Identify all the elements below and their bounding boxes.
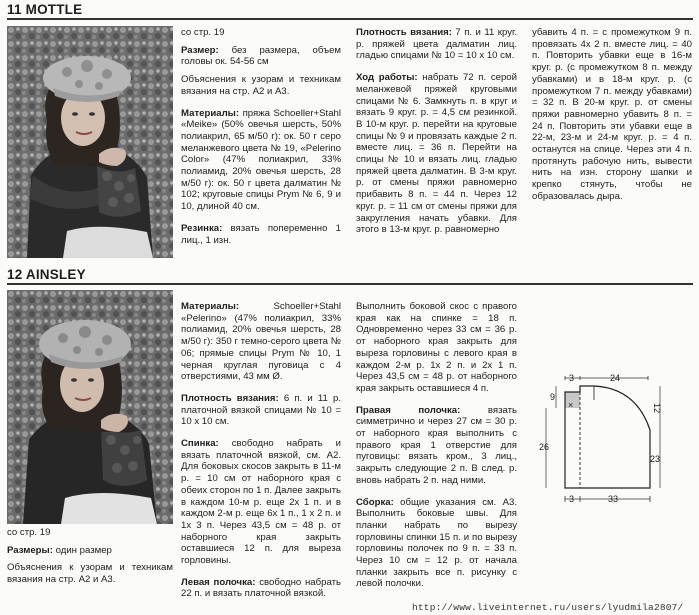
materials-paragraph: Материалы: пряжа Schoeller+Stahl «Meike» (50% овечья шерсть, 50% полиакрил, 65 м/50 г): ок. 50 г серо меланжевого цвета № 19, «Pelerino Color» (47% полиакрил, 33% полиамид, 20% овечья шерсть, 28 м/50 г): ок. 50 г цвета далматин № 102; круговые спицы Prym № 6, 9 и 10, длиной 40 см.: [181, 107, 341, 213]
explanation-paragraph: Объяснения к узорам и техникам вязания на стр. А2 и А3.: [7, 562, 173, 586]
dim-bottom-left: 3: [569, 494, 575, 504]
left-front-paragraph: Левая полочка: свободно набрать 22 п. и вязать платочной вязкой.: [181, 576, 341, 600]
dim-bottom-right: 33: [608, 494, 619, 504]
size-paragraph: Размеры: один размер: [7, 544, 112, 556]
section-title-11: 11 MOTTLE: [7, 2, 83, 17]
dim-top-left: 3: [569, 373, 575, 383]
dim-left-inner: 9: [550, 392, 556, 402]
dim-left-outer: 26: [539, 442, 550, 452]
mottle-column-1: [181, 27, 341, 252]
work-paragraph: Ход работы: набрать 72 п. серой меланжевой пряжей круговыми спицами № 6. Замкнуть п. в круг и вязать 9 круг. р. = 4,5 см резинкой. В 10-м круг. р. перейти на круговые спицы № 9 и провязать каждые 2 п. вместе лиц. = 36 п. Перейти на спицы № 10 и вязать лиц. гладью пряжей цвета далматин. В 3-м круг. р. от смены пряжи равномерно прибавить 8 п. = 44 п. Через 12 круг. р. = 11 см от смены пряжи для закругления начать убавки. Для этого в 13-м круг. р. равномерно: [356, 72, 517, 236]
materials-paragraph: Материалы: Schoeller+Stahl «Pelerino» (47% полиакрил, 33% полиамид, 20% овечья шерсть, 28 м/50 г): 350 г темно-серого цвета № 06; прямые спицы Prym № 10, 1 черная круглая пуговица с 4 отверстиями, 43 мм Ø.: [181, 301, 341, 383]
decrease-paragraph: убавить 4 п. = с промежутком 9 п. провязать 4х 2 п. вместе лиц. = 40 п. Повторить убавки еще в 16-м круг. р. (с промежутком 8 п. между убавками) и в 18-м круг. р. (с промежутком 7 п. между убавками) = 32 п. В 20-м круг. р. от смены пряжи равномерно убавить 8 п. = 24 п. Повторить эти убавки еще в 22-м, 23-м и 24-м круг. р. = 4 п. останутся на спице. Через эти 4 п. протянуть рабочую нить, вывести нить на изн. сторону шапки и крепко стянуть, чтобы не образовалась дыра.: [532, 27, 692, 202]
dim-right-bottom: 23: [650, 454, 661, 464]
ainsley-column-2: [356, 301, 517, 596]
dim-top-right: 24: [610, 373, 621, 383]
page-reference: со стр. 19: [7, 527, 51, 538]
photo-model-ainsley-beret: [7, 290, 173, 524]
back-paragraph: Спинка: свободно набрать и вязать платочной вязкой, см. А2. Для боковых скосов закрыть в 11-м р. = 10 см от наборного края с обеих сторон по 1 п. Далее закрыть в каждом 10-м р. еще 2х 1 п. и в каждом 2-м р. еще 6х 1 п., 1 х 2 п. и 1х 3 п. Через 43,5 см = 48 р. от наборного края закрыть оставшиеся 12 п. для выреза горловины.: [181, 438, 341, 567]
density-paragraph: Плотность вязания: 7 п. и 11 круг. р. пряжей цвета далматин лиц. гладью спицами № 10 = 10 x 10 см.: [356, 27, 517, 62]
explanation-paragraph: Объяснения к узорам и техникам вязания на стр. А2 и А3.: [181, 74, 341, 97]
ainsley-left-info: [7, 527, 173, 592]
rib-paragraph: Резинка: вязать попеременно 1 лиц., 1 изн.: [181, 222, 341, 246]
garment-schematic-diagram: [538, 370, 668, 510]
section-divider: [7, 283, 693, 285]
ainsley-column-1: [181, 301, 341, 606]
section-title-12: 12 AINSLEY: [7, 267, 86, 282]
mottle-column-3: [532, 27, 692, 209]
assembly-paragraph: Сборка: общие указания см. А3. Выполнить боковые швы. Для планки набрать по вырезу горловины спинки 15 п. и по вырезу горловины полочек по 9 п. = 33 п. Через 10 см = 12 р. от начала планки закрыть все п. рисунку с левой полочки.: [356, 496, 517, 590]
side-shaping-paragraph: Выполнить боковой скос с правого края как на спинке = 18 п. Одновременно через 33 см = 36 р. от наборного края закрыть для выреза горловины с левого края в каждом 2-м р. 1х 2 п. и 2х 1 п. Через 43,5 см = 48 р. от наборного края закрыть оставшиеся 4 п.: [356, 301, 517, 394]
footer-url: http://www.liveinternet.ru/users/lyudmila2807/: [412, 602, 684, 613]
mottle-column-2: [356, 27, 517, 242]
photo-model-mottle-hat: [7, 26, 173, 258]
page-reference: со стр. 19: [181, 27, 225, 38]
dim-right-top: 12: [652, 403, 662, 414]
size-paragraph: Размер: без размера, объем головы ок. 54-56 см: [181, 44, 341, 68]
section-divider: [7, 18, 693, 20]
cross-mark: ×: [568, 400, 574, 410]
right-front-paragraph: Правая полочка: вязать симметрично и через 27 см = 30 р. от наборного края выполнить с правого края 1 отверстие для пуговицы: вязать кром., 3 лиц., закрыть следующие 2 п. В след. р. вновь набрать 2 п. над ними.: [356, 404, 518, 486]
density-paragraph: Плотность вязания: 6 п. и 11 р. платочной вязкой спицами № 10 = 10 x 10 см.: [181, 392, 341, 428]
